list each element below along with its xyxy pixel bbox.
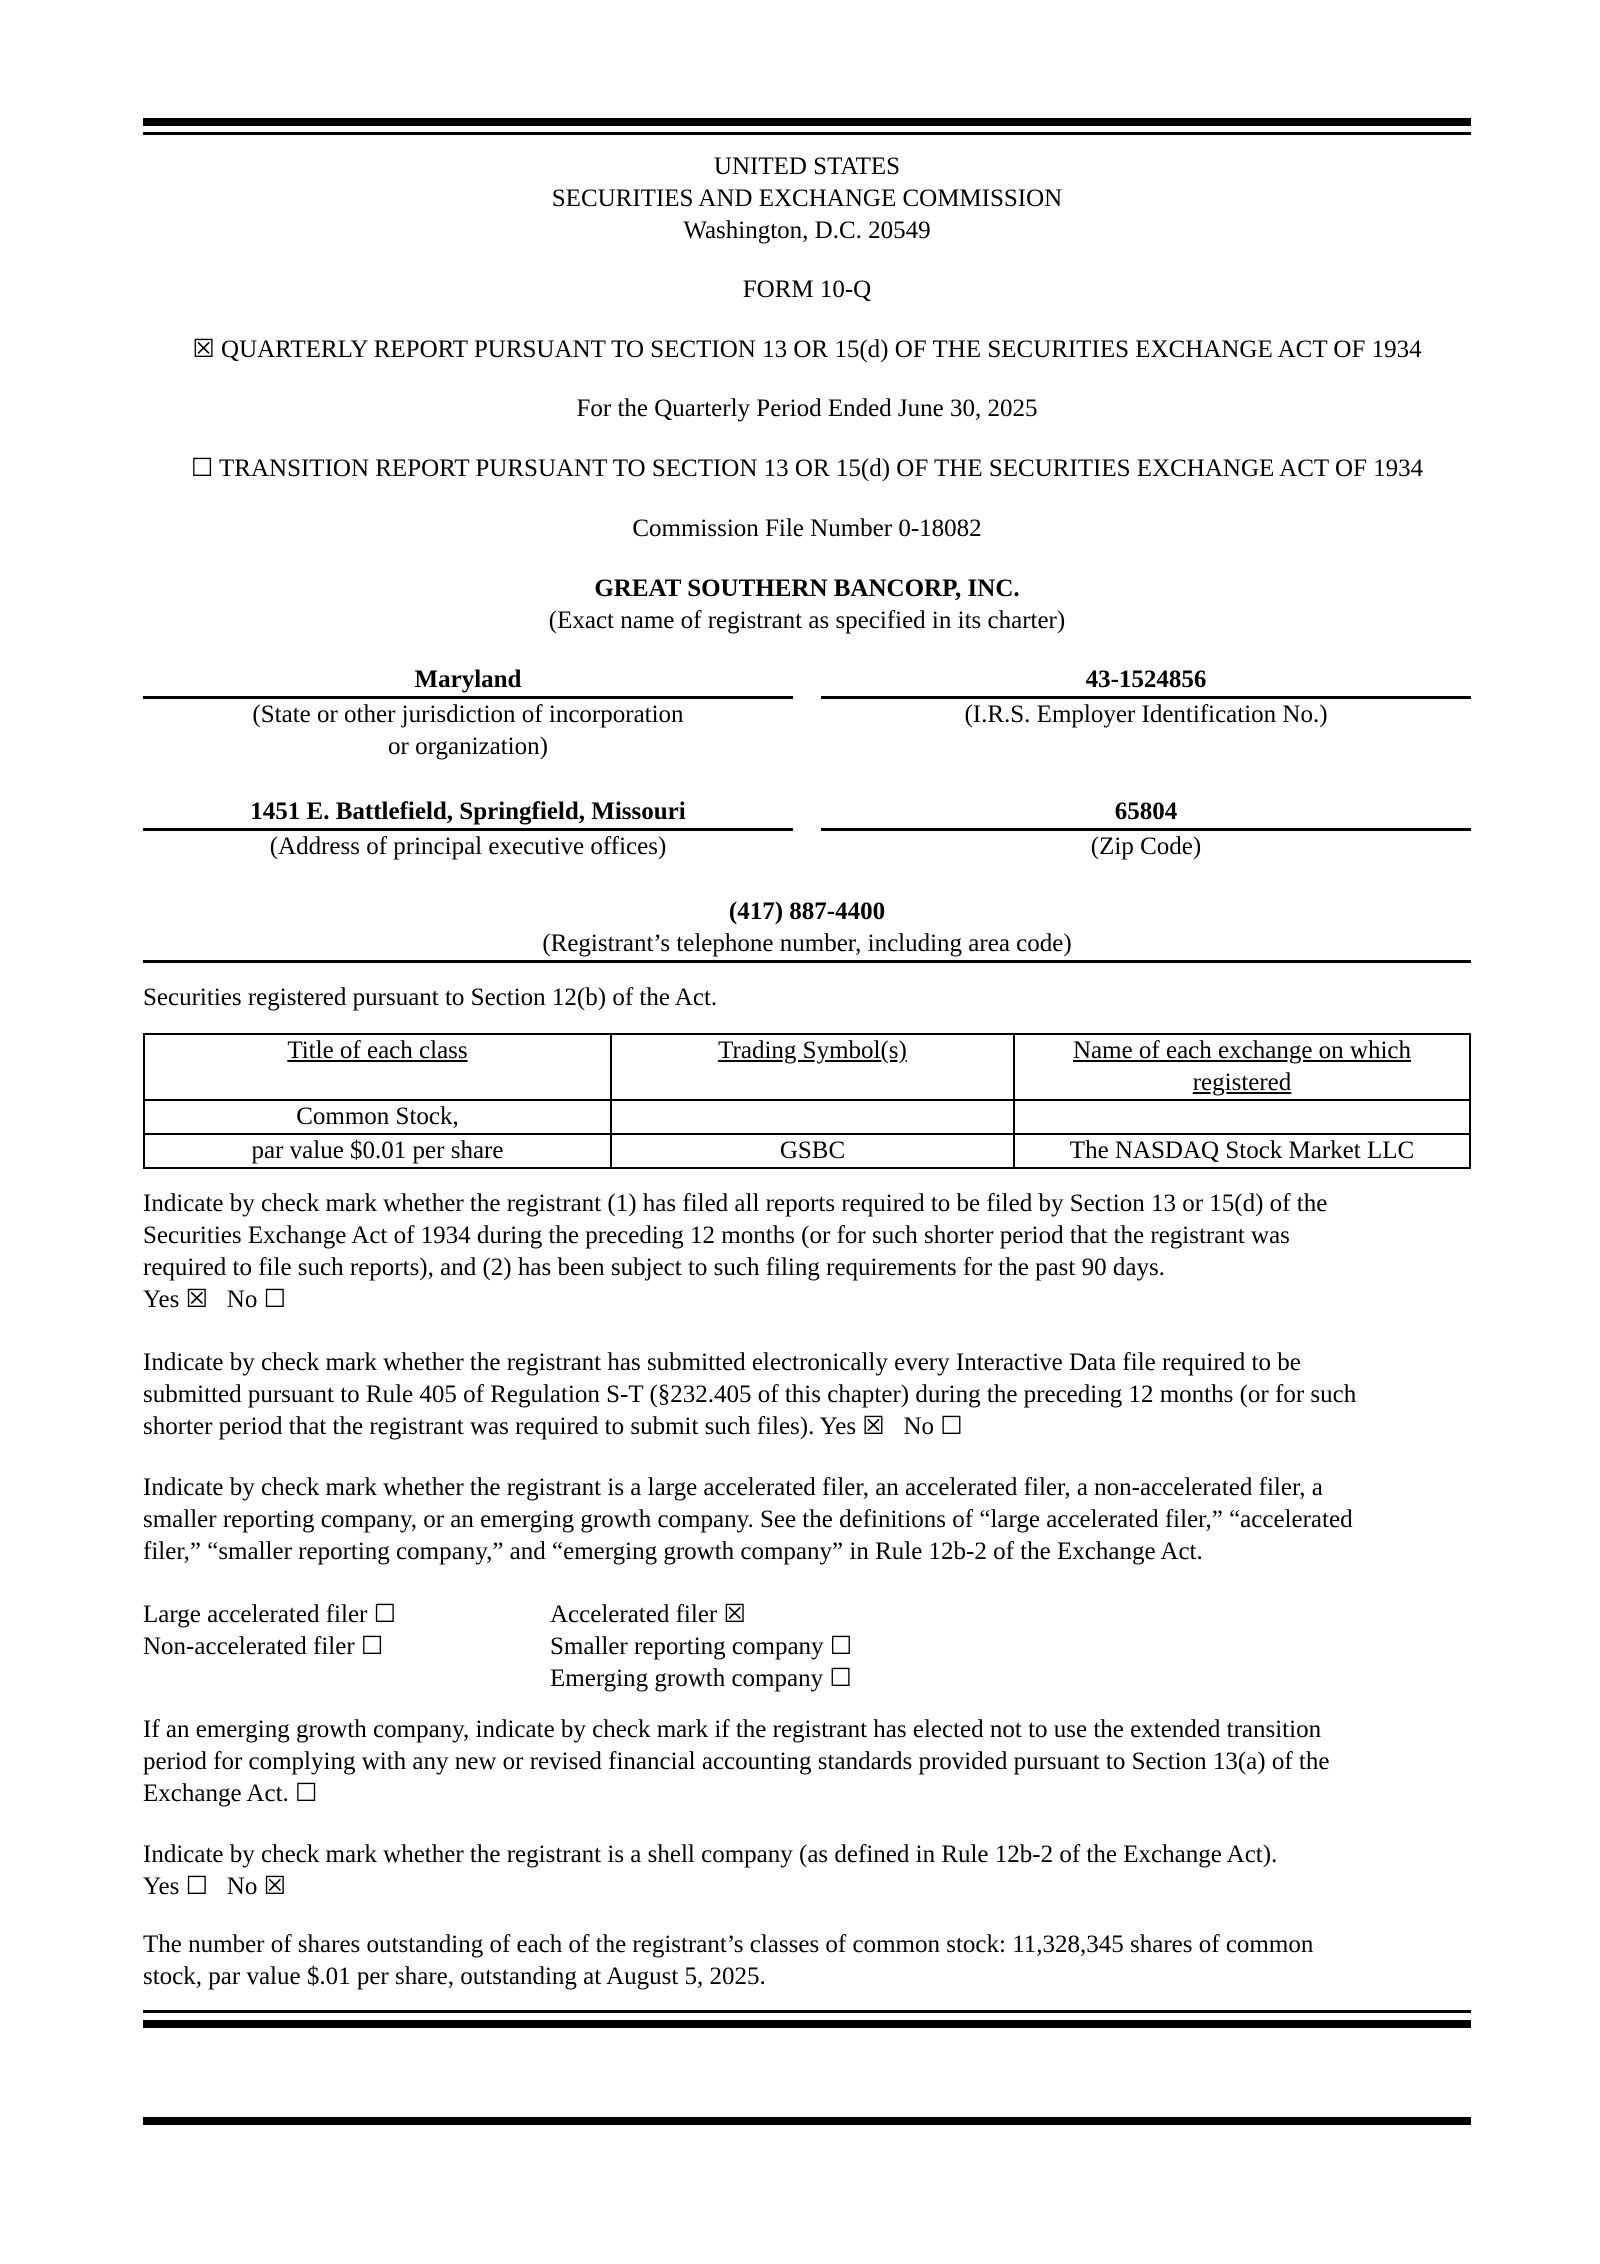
table-cell: The NASDAQ Stock Market LLC [1014, 1134, 1470, 1168]
table-header-row [144, 1034, 1470, 1100]
irs-block [821, 664, 1471, 731]
irs-number: 43-1524856 [1085, 666, 1207, 693]
paragraph-line: If an emerging growth company, indicate by check mark if the registrant has elected not to use the extended transition [143, 1716, 1322, 1743]
address-value: 1451 E. Battlefield, Springfield, Missouri [250, 798, 686, 825]
header-symbol-text: Trading Symbol(s) [718, 1037, 907, 1064]
quarterly-report-line: ☒ QUARTERLY REPORT PURSUANT TO SECTION 13 OR 15(d) OF THE SECURITIES EXCHANGE ACT OF 1934 [192, 336, 1422, 363]
securities-intro: Securities registered pursuant to Section 12(b) of the Act. [143, 984, 718, 1011]
registrant-name: GREAT SOUTHERN BANCORP, INC. [594, 575, 1020, 602]
filer-status-paragraph [143, 1472, 1471, 1568]
table-cell [1014, 1100, 1470, 1134]
paragraph-line: period for complying with any new or revised financial accounting standards provided pursuant to Section 13(a) of the [143, 1748, 1330, 1775]
registrant-name-caption: (Exact name of registrant as specified in its charter) [548, 607, 1066, 634]
paragraph-line: Exchange Act. ☐ [143, 1780, 318, 1807]
filing-compliance-paragraph [143, 1188, 1471, 1316]
paragraph-line: Securities Exchange Act of 1934 during the preceding 12 months (or for such shorter period that the registrant was [143, 1222, 1290, 1249]
emerging-growth-company: Emerging growth company ☐ [550, 1665, 852, 1692]
emerging-growth-paragraph [143, 1714, 1471, 1810]
shell-yes-no: Yes ☐ No ☒ [143, 1873, 287, 1900]
transition-report-line: ☐ TRANSITION REPORT PURSUANT TO SECTION 13 OR 15(d) OF THE SECURITIES EXCHANGE ACT OF 1934 [190, 455, 1424, 482]
header-exchange [1014, 1034, 1470, 1100]
header-exchange-text: Name of each exchange on which [1072, 1037, 1412, 1064]
table-row [144, 1134, 1470, 1168]
paragraph-line: The number of shares outstanding of each of the registrant’s classes of common stock: 11,328,345 shares of common [143, 1931, 1314, 1958]
table-cell: GSBC [611, 1134, 1014, 1168]
paragraph-line: smaller reporting company, or an emerging growth company. See the definitions of “large accelerated filer,” “accelerated [143, 1506, 1353, 1533]
zip-block [821, 796, 1471, 863]
state-caption-2: or organization) [388, 733, 548, 760]
interactive-data-yes-no: shorter period that the registrant was required to submit such files). Yes ☒ No ☐ [143, 1413, 963, 1440]
smaller-reporting-company: Smaller reporting company ☐ [550, 1633, 853, 1660]
filing-yes-no: Yes ☒ No ☐ [143, 1286, 287, 1313]
shell-company-paragraph [143, 1839, 1471, 1903]
paragraph-line: Indicate by check mark whether the registrant (1) has filed all reports required to be filed by Section 13 or 15(d) of the [143, 1190, 1328, 1217]
header-title-of-class [144, 1034, 611, 1100]
header-sec: SECURITIES AND EXCHANGE COMMISSION [551, 185, 1063, 212]
state-block [143, 664, 793, 763]
irs-caption: (I.R.S. Employer Identification No.) [964, 701, 1328, 728]
bottom-thin-rule [143, 2010, 1471, 2013]
zip-caption: (Zip Code) [1090, 833, 1202, 860]
phone-rule [143, 960, 1471, 963]
paragraph-line: submitted pursuant to Rule 405 of Regulation S-T (§232.405 of this chapter) during the preceding 12 months (or for such [143, 1381, 1357, 1408]
page-end-rule [143, 2117, 1471, 2125]
header-exchange-text-2: registered [1192, 1069, 1292, 1096]
address-caption: (Address of principal executive offices) [269, 833, 667, 860]
paragraph-line: Indicate by check mark whether the registrant is a large accelerated filer, an accelerated filer, a non-accelerated filer, a [143, 1474, 1323, 1501]
address-block [143, 796, 793, 863]
table-cell: par value $0.01 per share [144, 1134, 611, 1168]
header-washington: Washington, D.C. 20549 [683, 217, 931, 244]
paragraph-line: required to file such reports), and (2) has been subject to such filing requirements for the past 90 days. [143, 1254, 1165, 1281]
accelerated-filer: Accelerated filer ☒ [550, 1601, 746, 1628]
table-cell [611, 1100, 1014, 1134]
non-accelerated-filer: Non-accelerated filer ☐ [143, 1633, 384, 1660]
header-title-text: Title of each class [287, 1037, 468, 1064]
zip-value: 65804 [1114, 798, 1178, 825]
state-value: Maryland [414, 666, 522, 693]
form-type: FORM 10-Q [742, 276, 872, 303]
paragraph-line: Indicate by check mark whether the registrant has submitted electronically every Interactive Data file required to be [143, 1349, 1301, 1376]
header-united-states: UNITED STATES [713, 153, 901, 180]
top-thin-rule [143, 132, 1471, 135]
commission-file-number: Commission File Number 0-18082 [632, 515, 982, 542]
period-line: For the Quarterly Period Ended June 30, 2025 [576, 395, 1038, 422]
paragraph-line: filer,” “smaller reporting company,” and “emerging growth company” in Rule 12b-2 of the Exchange Act. [143, 1538, 1203, 1565]
top-thick-rule [143, 118, 1471, 126]
phone-number: (417) 887-4400 [728, 898, 886, 925]
bottom-thick-rule [143, 2020, 1471, 2028]
paragraph-line: Indicate by check mark whether the registrant is a shell company (as defined in Rule 12b-2 of the Exchange Act). [143, 1841, 1278, 1868]
paragraph-line: stock, par value $.01 per share, outstanding at August 5, 2025. [143, 1963, 766, 1990]
phone-caption: (Registrant’s telephone number, including area code) [542, 930, 1072, 957]
interactive-data-paragraph [143, 1347, 1471, 1443]
shares-outstanding-paragraph [143, 1929, 1471, 1993]
header-trading-symbol [611, 1034, 1014, 1100]
table-row [144, 1100, 1470, 1134]
state-caption: (State or other jurisdiction of incorporation [252, 701, 684, 728]
securities-table [143, 1033, 1471, 1169]
large-accelerated-filer: Large accelerated filer ☐ [143, 1601, 397, 1628]
table-cell: Common Stock, [144, 1100, 611, 1134]
